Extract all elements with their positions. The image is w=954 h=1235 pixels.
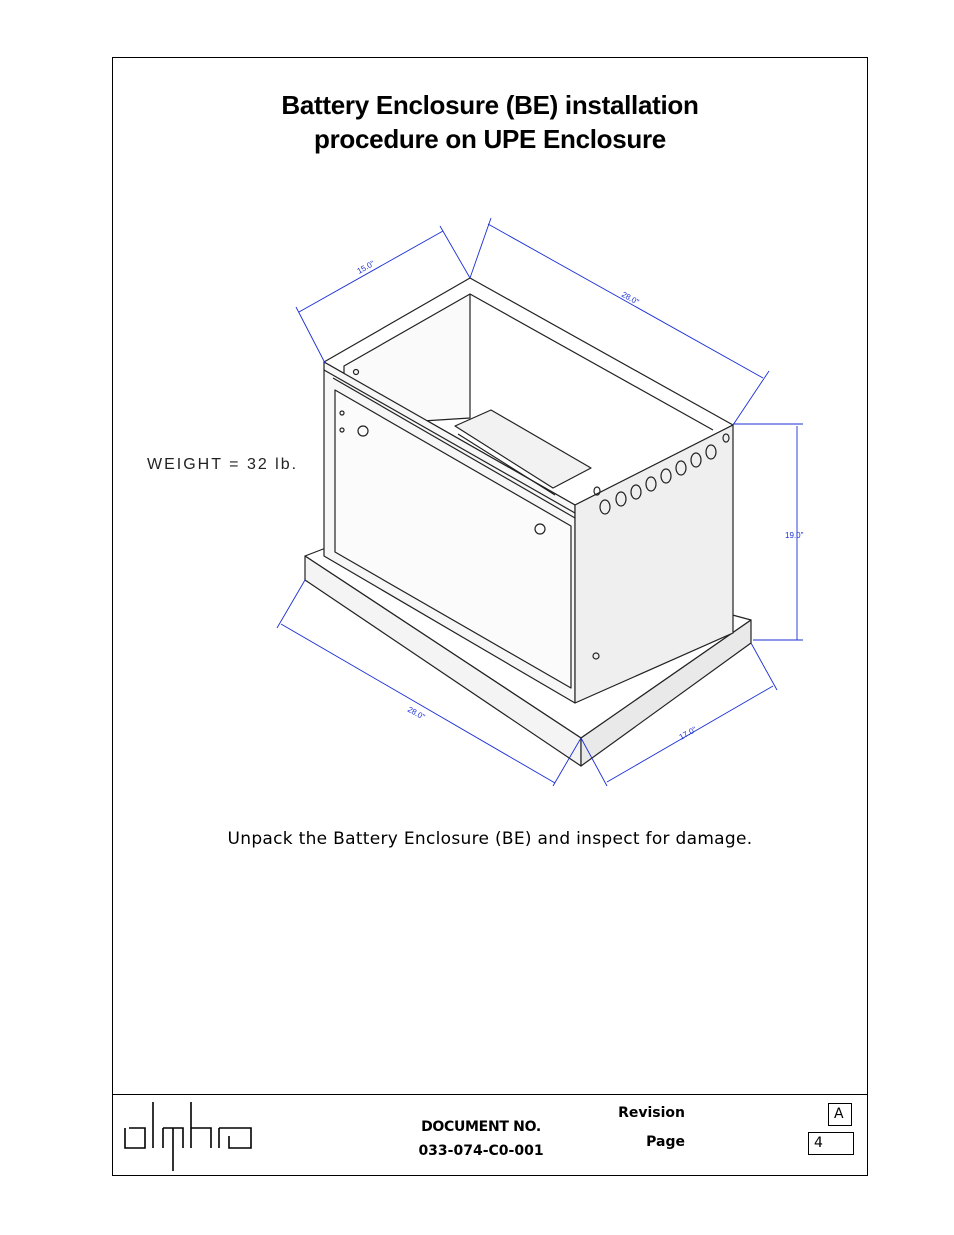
page-number: 4 xyxy=(808,1132,854,1155)
document-label: DOCUMENT NO. xyxy=(421,1119,541,1135)
dim-bottom-depth: 17.0" xyxy=(677,724,699,742)
title-line-1: Battery Enclosure (BE) installation xyxy=(281,90,699,120)
document-number: 033-074-C0-001 xyxy=(418,1143,544,1159)
footer-title-block xyxy=(113,1094,867,1176)
weight-label: WEIGHT = 32 lb. xyxy=(147,456,299,473)
dim-top-right: 28.0" xyxy=(620,289,641,307)
enclosure-drawing xyxy=(113,58,869,818)
dim-top-left: 15.0" xyxy=(355,258,377,276)
title-line-2: procedure on UPE Enclosure xyxy=(314,124,666,154)
revision-value: A xyxy=(828,1103,852,1126)
page-label: Page xyxy=(646,1134,685,1150)
company-logo xyxy=(123,1099,255,1173)
dim-height: 19.0" xyxy=(785,531,804,540)
revision-label: Revision xyxy=(618,1105,685,1121)
document-number-block xyxy=(381,1115,581,1163)
instruction-text: Unpack the Battery Enclosure (BE) and inspect for damage. xyxy=(227,829,753,849)
page-frame xyxy=(112,57,868,1176)
dim-bottom-length: 28.0" xyxy=(406,704,427,722)
